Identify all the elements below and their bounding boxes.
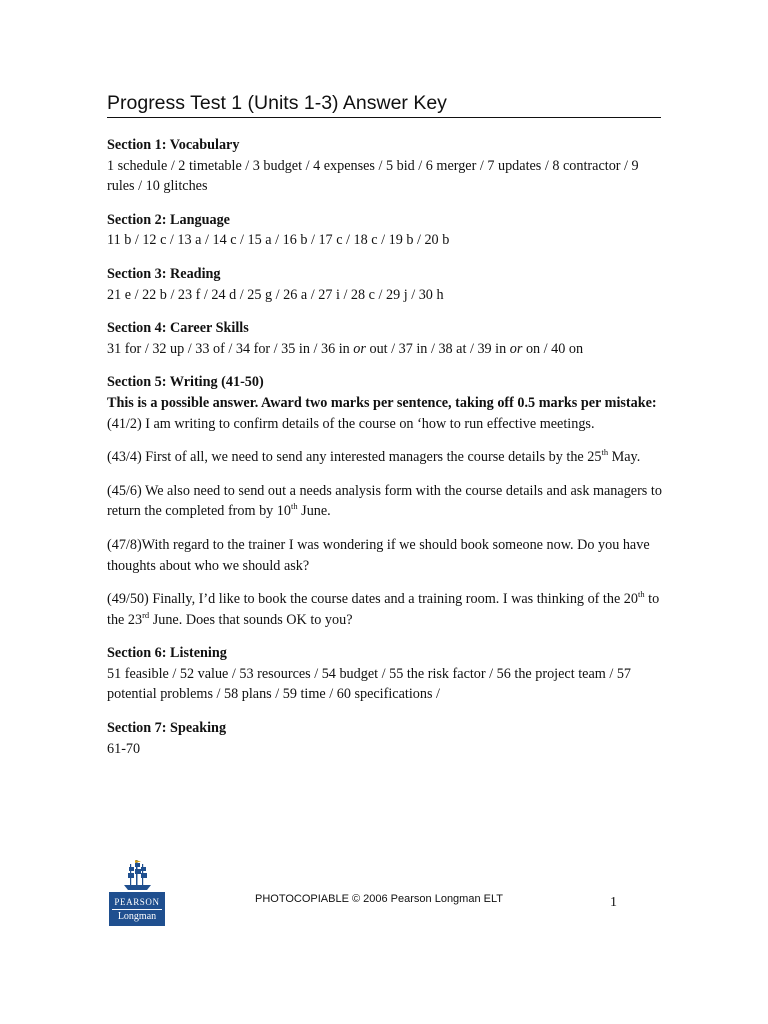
section-answers: 1 schedule / 2 timetable / 3 budget / 4 expenses / 5 bid / 6 merger / 7 updates / 8 contractor / 9 rules / 10 glitches bbox=[107, 157, 639, 195]
ordinal-suffix: th bbox=[601, 447, 609, 458]
section-heading: Section 6: Listening bbox=[107, 645, 227, 662]
section-heading: Section 5: Writing (41-50) bbox=[107, 374, 264, 391]
alternative-or: or bbox=[353, 340, 366, 357]
section-vocabulary bbox=[107, 135, 663, 197]
section-answers: 61-70 bbox=[107, 740, 141, 757]
sentence-text: (49/50) Finally, I’d like to book the course dates and a training room. I was thinking of the 20 bbox=[107, 591, 638, 608]
writing-sentence: (41/2) I am writing to confirm details of the course on ‘how to run effective meetings. bbox=[107, 415, 595, 432]
writing-sentence: (47/8)With regard to the trainer I was wondering if we should book someone now. Do you have thoughts about who we should ask? bbox=[107, 536, 650, 574]
writing-sentence bbox=[107, 589, 663, 630]
answers-part: 31 for / 32 up / 33 of / 34 for / 35 in / 36 in bbox=[107, 340, 354, 357]
section-heading: Section 2: Language bbox=[107, 211, 230, 228]
ordinal-suffix: th bbox=[291, 501, 298, 512]
copyright-footer: PHOTOCOPIABLE © 2006 Pearson Longman ELT bbox=[255, 893, 503, 905]
section-heading: Section 3: Reading bbox=[107, 265, 221, 282]
pearson-longman-logo bbox=[109, 858, 165, 926]
section-career-skills bbox=[107, 318, 663, 359]
page-title: Progress Test 1 (Units 1-3) Answer Key bbox=[107, 90, 661, 118]
sentence-text: June. Does that sounds OK to you? bbox=[149, 611, 353, 628]
logo-wordmark bbox=[109, 892, 165, 926]
sentence-text: (45/6) We also need to send out a needs analysis form with the course details and ask managers to return the completed from by 10 bbox=[107, 482, 662, 520]
section-reading bbox=[107, 264, 663, 305]
logo-bottom-text: Longman bbox=[117, 911, 157, 922]
section-answers: 21 e / 22 b / 23 f / 24 d / 25 g / 26 a / 27 i / 28 c / 29 j / 30 h bbox=[107, 286, 444, 303]
section-speaking bbox=[107, 718, 663, 759]
sentence-text: (43/4) First of all, we need to send any interested managers the course details by the 25 bbox=[107, 449, 602, 466]
section-heading: Section 4: Career Skills bbox=[107, 320, 249, 337]
writing-sentence bbox=[107, 447, 663, 468]
logo-top-text: PEARSON bbox=[112, 892, 162, 910]
section-answers: 11 b / 12 c / 13 a / 14 c / 15 a / 16 b / 17 c / 18 c / 19 b / 20 b bbox=[107, 232, 450, 249]
ship-icon bbox=[109, 858, 165, 892]
section-writing bbox=[107, 372, 663, 630]
section-heading: Section 7: Speaking bbox=[107, 720, 227, 737]
sentence-text: to the 23 bbox=[107, 591, 660, 628]
sentence-text: May. bbox=[608, 449, 641, 466]
answer-key-body bbox=[107, 135, 663, 772]
page-number: 1 bbox=[610, 895, 617, 910]
section-language bbox=[107, 210, 663, 251]
section-answers bbox=[107, 339, 663, 360]
answers-part: out / 37 in / 38 at / 39 in bbox=[365, 340, 510, 357]
writing-sentence bbox=[107, 481, 663, 522]
section-listening bbox=[107, 643, 663, 705]
section-heading: Section 1: Vocabulary bbox=[107, 137, 240, 153]
answers-part: on / 40 on bbox=[522, 340, 584, 357]
writing-instruction: This is a possible answer. Award two marks per sentence, taking off 0.5 marks per mistake: bbox=[107, 394, 657, 411]
alternative-or: or bbox=[509, 340, 523, 357]
ordinal-suffix: th bbox=[638, 589, 645, 600]
ordinal-suffix: rd bbox=[142, 609, 150, 620]
sentence-text: June. bbox=[297, 503, 331, 520]
section-answers: 51 feasible / 52 value / 53 resources / 54 budget / 55 the risk factor / 56 the project team / 57 potential problems / 58 plans / 59 time / 60 specifications / bbox=[107, 665, 632, 703]
